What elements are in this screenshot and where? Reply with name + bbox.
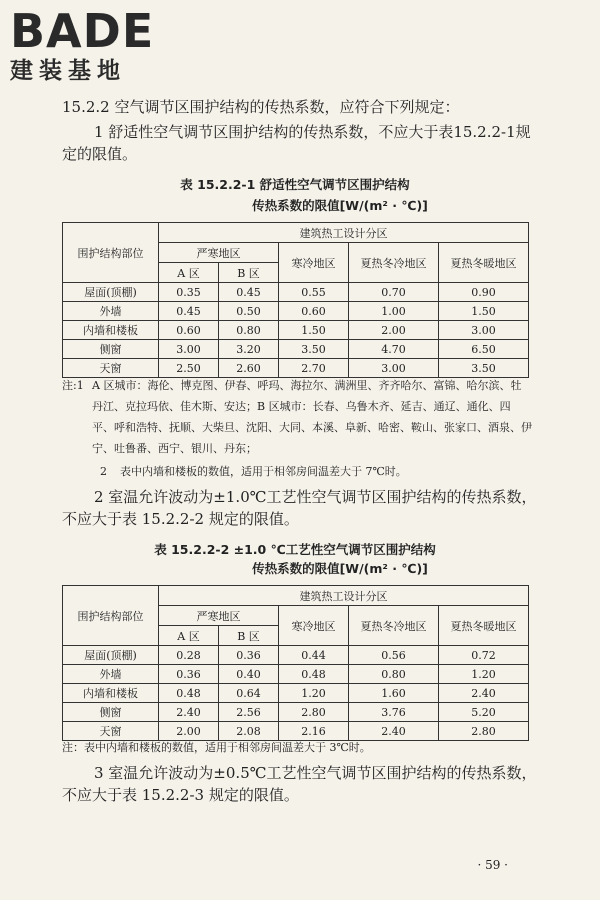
table1-header-hsww: 夏热冬暖地区 (439, 243, 529, 283)
table1-header-part: 围护结构部位 (63, 223, 159, 283)
cell-b: 0.40 (219, 665, 279, 684)
table1-note1-prefix: 注:1 (62, 379, 84, 392)
table-row (63, 340, 529, 359)
cell-a: 0.28 (159, 646, 219, 665)
table1-note2: 表中内墙和楼板的数值，适用于相邻房间温差大于 7℃时。 (120, 465, 407, 478)
item-3-text: 3 室温允许波动为±0.5℃工艺性空气调节区围护结构的传热系数，不应大于表 15.2.2-3 规定的限值。 (62, 764, 537, 804)
cell-b: 0.64 (219, 684, 279, 703)
cell-part: 侧窗 (63, 703, 159, 722)
cell-b: 0.80 (219, 321, 279, 340)
cell-b: 0.36 (219, 646, 279, 665)
table1-header-zone: 建筑热工设计分区 (159, 223, 529, 243)
cell-hsww: 0.72 (439, 646, 529, 665)
table2-header-part: 围护结构部位 (63, 586, 159, 646)
cell-hscw: 3.76 (349, 703, 439, 722)
table1-caption-line1: 表 15.2.2-1 舒适性空气调节区围护结构 (180, 177, 410, 192)
cell-part: 侧窗 (63, 340, 159, 359)
logo-subtitle: 建装基地 (10, 58, 126, 84)
cell-part: 内墙和楼板 (63, 684, 159, 703)
cell-a: 2.00 (159, 722, 219, 741)
cell-cold: 1.50 (279, 321, 349, 340)
cell-part: 外墙 (63, 665, 159, 684)
cell-hsww: 2.40 (439, 684, 529, 703)
table2-header-cold: 寒冷地区 (279, 606, 349, 646)
cell-cold: 2.16 (279, 722, 349, 741)
cell-hscw: 3.00 (349, 359, 439, 378)
table1-caption-line2: 传热系数的限值[W/(m² · ℃)] (252, 198, 428, 213)
table-row (63, 646, 529, 665)
cell-cold: 3.50 (279, 340, 349, 359)
table2-header-hsww: 夏热冬暖地区 (439, 606, 529, 646)
table2-header-severe: 严寒地区 (159, 606, 279, 626)
cell-hsww: 1.20 (439, 665, 529, 684)
cell-b: 0.50 (219, 302, 279, 321)
cell-hsww: 3.50 (439, 359, 529, 378)
table1-header-b: B 区 (219, 263, 279, 283)
table1-header-cold: 寒冷地区 (279, 243, 349, 283)
cell-hscw: 1.00 (349, 302, 439, 321)
cell-hscw: 0.56 (349, 646, 439, 665)
cell-a: 2.50 (159, 359, 219, 378)
cell-cold: 2.80 (279, 703, 349, 722)
cell-hscw: 0.80 (349, 665, 439, 684)
cell-part: 屋面(顶棚) (63, 646, 159, 665)
table-row (63, 665, 529, 684)
cell-hsww: 3.00 (439, 321, 529, 340)
table2 (62, 585, 529, 741)
table1-note1: A 区城市：海伦、博克图、伊春、呼玛、海拉尔、满洲里、齐齐哈尔、富锦、哈尔滨、牡丹江、克拉玛依、佳木斯、安达；B 区城市：长春、乌鲁木齐、延吉、通辽、通化、四平、呼和浩特、抚顺、大柴旦、沈阳、大同、本溪、阜新、哈密、鞍山、张家口、酒泉、伊宁、吐鲁番、西宁、银川、丹东； (92, 379, 532, 455)
table-row (63, 283, 529, 302)
cell-part: 屋面(顶棚) (63, 283, 159, 302)
logo-wordmark: BADE (10, 4, 155, 58)
cell-a: 0.48 (159, 684, 219, 703)
table-row (63, 321, 529, 340)
table2-header-a: A 区 (159, 626, 219, 646)
cell-a: 0.45 (159, 302, 219, 321)
table-row (63, 302, 529, 321)
table1-note2-prefix: 2 (100, 465, 107, 478)
cell-a: 0.35 (159, 283, 219, 302)
cell-hscw: 2.40 (349, 722, 439, 741)
cell-part: 内墙和楼板 (63, 321, 159, 340)
cell-b: 2.08 (219, 722, 279, 741)
item-2-text: 2 室温允许波动为±1.0℃工艺性空气调节区围护结构的传热系数，不应大于表 15.2.2-2 规定的限值。 (62, 488, 537, 528)
page-number: · 59 · (477, 858, 508, 872)
table2-header-zone: 建筑热工设计分区 (159, 586, 529, 606)
cell-cold: 0.60 (279, 302, 349, 321)
cell-cold: 0.48 (279, 665, 349, 684)
table-row (63, 684, 529, 703)
cell-hsww: 6.50 (439, 340, 529, 359)
cell-hsww: 5.20 (439, 703, 529, 722)
cell-a: 0.60 (159, 321, 219, 340)
table2-caption-line1: 表 15.2.2-2 ±1.0 ℃工艺性空气调节区围护结构 (154, 542, 436, 557)
cell-hsww: 0.90 (439, 283, 529, 302)
item-1-text: 1 舒适性空气调节区围护结构的传热系数，不应大于表15.2.2-1规定的限值。 (62, 123, 531, 163)
table1-header-a: A 区 (159, 263, 219, 283)
cell-hscw: 4.70 (349, 340, 439, 359)
table1-header-hscw: 夏热冬冷地区 (349, 243, 439, 283)
cell-part: 外墙 (63, 302, 159, 321)
cell-a: 2.40 (159, 703, 219, 722)
cell-cold: 1.20 (279, 684, 349, 703)
cell-part: 天窗 (63, 359, 159, 378)
cell-cold: 0.44 (279, 646, 349, 665)
section-title: 15.2.2 空气调节区围护结构的传热系数，应符合下列规定： (62, 98, 460, 116)
cell-cold: 0.55 (279, 283, 349, 302)
cell-hscw: 0.70 (349, 283, 439, 302)
cell-a: 0.36 (159, 665, 219, 684)
logo (10, 6, 154, 86)
table1 (62, 222, 529, 378)
table2-header-b: B 区 (219, 626, 279, 646)
cell-part: 天窗 (63, 722, 159, 741)
cell-hscw: 2.00 (349, 321, 439, 340)
table2-caption-line2: 传热系数的限值[W/(m² · ℃)] (252, 561, 428, 576)
cell-b: 0.45 (219, 283, 279, 302)
cell-b: 2.60 (219, 359, 279, 378)
cell-a: 3.00 (159, 340, 219, 359)
table2-header-hscw: 夏热冬冷地区 (349, 606, 439, 646)
cell-b: 2.56 (219, 703, 279, 722)
cell-b: 3.20 (219, 340, 279, 359)
cell-hscw: 1.60 (349, 684, 439, 703)
table-row (63, 703, 529, 722)
cell-hsww: 1.50 (439, 302, 529, 321)
table1-header-severe: 严寒地区 (159, 243, 279, 263)
cell-hsww: 2.80 (439, 722, 529, 741)
table2-note: 注：表中内墙和楼板的数值，适用于相邻房间温差大于 3℃时。 (62, 741, 371, 754)
cell-cold: 2.70 (279, 359, 349, 378)
